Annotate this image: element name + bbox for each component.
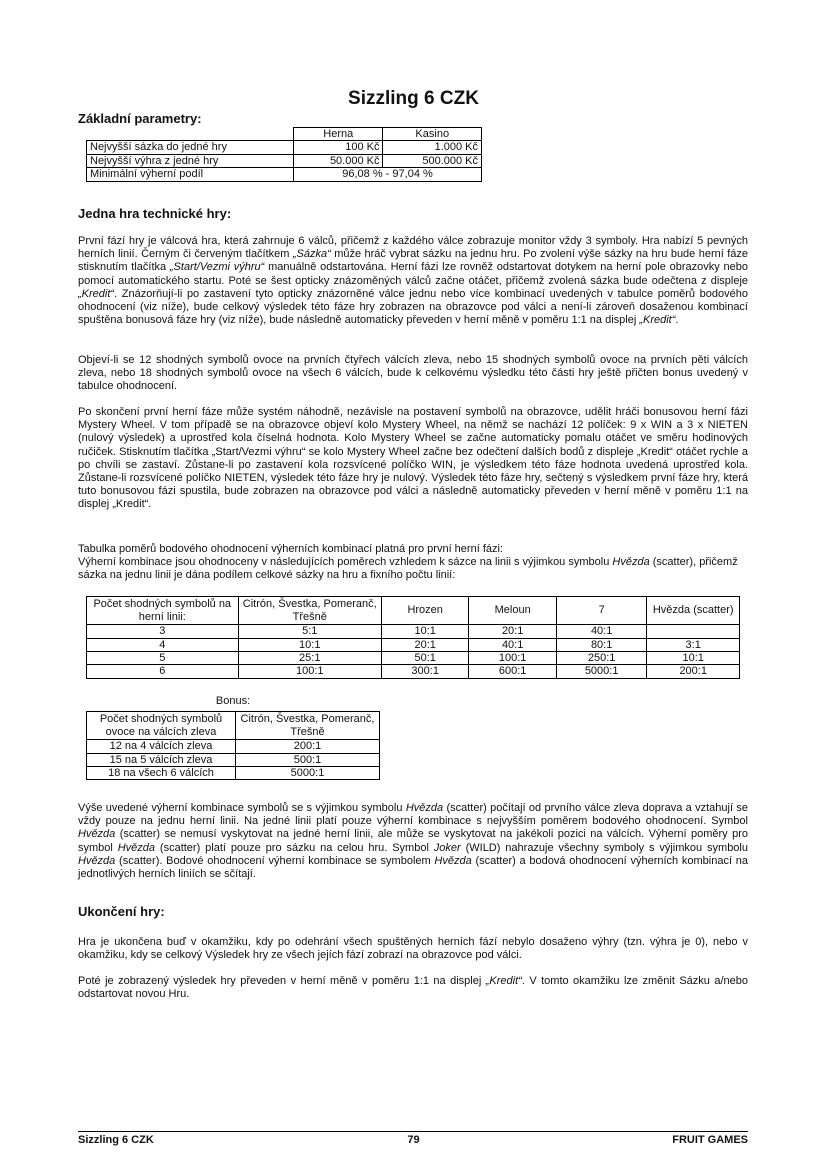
payout-row (87, 625, 740, 638)
page-title-text: Sizzling 6 CZK (348, 88, 479, 109)
bonus-header-cell: Počet shodných symbolů ovoce na válcích zleva (87, 712, 236, 740)
payout-header-row (87, 597, 740, 625)
payout-cell (647, 625, 740, 638)
params-row-herna: 50.000 Kč (294, 154, 383, 167)
page-title (0, 88, 827, 110)
params-table (86, 127, 482, 182)
emphasis-text: „Kredit“ (78, 287, 115, 300)
text-run: (scatter) počítají od prvního válce zleva doprava a vztahují se vždy pouze na jednu herní linii. Na jedné linii platí pouze výherní kombinace s nejvyšším poměrem bodového ohodnocení. Symbol (78, 802, 748, 828)
bonus-table (86, 711, 380, 780)
payout-cell: 3:1 (647, 638, 740, 651)
text-run: (scatter), přičemž sázka na jednu linii je dána podílem celkové sázky na hru a fixního počtu linií: (78, 556, 738, 582)
payout-header-cell: Hrozen (381, 597, 468, 625)
payout-row (87, 638, 740, 651)
text-run: (scatter) a bodová ohodnocení výherních kombinací na jednotlivých herních liniích se sčítají. (78, 854, 748, 881)
paragraph-bonus-fruit: Objeví-li se 12 shodných symbolů ovoce na prvních čtyřech válcích zleva, nebo 15 shodných symbolů ovoce na prvních pěti válcích zleva, nebo 18 shodných symbolů ovoce na všech 6 válcích, bude k celkovému výsledku této části hry ještě přičten bonus uvedený v tabulce ohodnocení. (78, 354, 748, 393)
bonus-row (87, 740, 380, 753)
params-row-combined: 96,08 % - 97,04 % (294, 168, 482, 181)
emphasis-text: „Sázka“ (292, 248, 331, 261)
bonus-cell: 200:1 (236, 740, 380, 753)
emphasis-text: „Kredit“ (639, 314, 676, 327)
payout-cell: 10:1 (647, 652, 740, 665)
paragraph-combination-rules (78, 802, 748, 881)
payout-header-cell: Citrón, Švestka, Pomeranč, Třešně (238, 597, 381, 625)
payout-header-cell: Hvězda (scatter) (647, 597, 740, 625)
payout-cell: 300:1 (381, 665, 468, 678)
emphasis-text: Hvězda (78, 854, 116, 867)
params-row-kasino: 500.000 Kč (383, 154, 482, 167)
payout-cell: 600:1 (469, 665, 556, 678)
payout-cell: 100:1 (469, 652, 556, 665)
bonus-cell: 18 na všech 6 válcích (87, 767, 236, 780)
payout-header-cell: 7 (556, 597, 647, 625)
emphasis-text: Hvězda (405, 802, 444, 814)
paragraph-table-intro-line: Tabulka poměrů bodového ohodnocení výherních kombinací platná pro první herní fázi: (78, 543, 503, 555)
params-col-herna: Herna (294, 128, 383, 141)
paragraph-game-end: Hra je ukončena buď v okamžiku, kdy po odehrání všech spuštěných herních fází nebylo dosaženo výhry (tzn. výhra je 0), nebo v okamžiku, kdy se celkový Výsledek hry ze všech jejích fází zobrazí na obrazovce pod válci. (78, 936, 748, 962)
payout-header-cell: Počet shodných symbolů na herní linii: (87, 597, 239, 625)
emphasis-text: „Kredit“ (485, 975, 522, 987)
params-header-blank (87, 128, 294, 141)
payout-cell: 10:1 (238, 638, 381, 651)
payout-cell: 5000:1 (556, 665, 647, 678)
emphasis-text: „Start/Vezmi výhru“ (169, 261, 265, 274)
bonus-row (87, 753, 380, 766)
emphasis-text: Hvězda (78, 828, 116, 841)
text-run: . Znázorňují-li po zastavení tyto opticky znázorněné válce jednu nebo více kombinací uvedených v tabulce poměrů bodového ohodnocení (viz níže), bude celkový výsledek této fáze hry zobrazen na obrazovce pod válci a není-li zároveň dosaženou kombinací spuštěna bonusová fáze hry (viz níže), bude následně automaticky převeden v herní měně v poměru 1:1 na displej (78, 287, 748, 327)
text-run: může hráč vybrat sázku na jednu hru. Po zvolení výše sázky na hru bude herní fáze stisknutím tlačítka (78, 248, 748, 274)
bonus-row (87, 767, 380, 780)
bonus-cell: 500:1 (236, 753, 380, 766)
params-row (87, 168, 482, 181)
text-run: (scatter) platí pouze pro sázku na celou hru. Symbol (155, 841, 434, 854)
text-run: Výše uvedené výherní kombinace symbolů se s výjimkou symbolu (78, 802, 406, 814)
payout-cell: 40:1 (469, 638, 556, 651)
bonus-cell: 12 na 4 válcích zleva (87, 740, 236, 753)
payout-row (87, 652, 740, 665)
emphasis-text: Hvězda (612, 556, 650, 568)
params-col-kasino: Kasino (383, 128, 482, 141)
params-row-label: Minimální výherní podíl (87, 168, 294, 181)
bonus-cell: 15 na 5 válcích zleva (87, 753, 236, 766)
params-header-row (87, 128, 482, 141)
paragraph-mystery-wheel: Po skončení první herní fáze může systém náhodně, nezávisle na postavení symbolů na obrazovce, udělit hráči bonusovou herní fázi Mystery Wheel. V tom případě se na obrazovce objeví kolo Mystery Wheel, na němž se nachází 12 políček: 9 x WIN a 3 x NIETEN (nulový výsledek) a uprostřed kola číselná hodnota. Kolo Mystery Wheel se začne automaticky pomalu otáčet ve směru hodinových ručiček. Stisknutím tlačítka „Start/Vezmi výhru“ se kolo Mystery Wheel začne bez odečtení dalších bodů z displeje „Kredit“ otáčet rychle a po chvíli se zastaví. Zůstane-li po zastavení kola rozsvícené políčko WIN, je výsledkem této fáze hodnota uvedená uprostřed kola. Zůstane-li rozsvícené políčko NIETEN, výsledek této fáze hry je nulový. Výsledek této fáze hry, sečtený s výsledkem první fáze hry, která tuto bonusovou fázi spustila, bude zobrazen na obrazovce pod válci a následně automaticky převeden v herní měně v poměru 1:1 na displej „Kredit“. (78, 406, 748, 511)
payout-cell: 250:1 (556, 652, 647, 665)
section-heading-game: Jedna hra technické hry: (78, 206, 232, 221)
params-row (87, 141, 482, 154)
payout-cell: 6 (87, 665, 239, 678)
text-run: První fází hry je válcová hra, která zahrnuje 6 válců, přičemž z každého válce zobrazuje monitor vždy 3 symboly. Hra nabízí 5 pevných herních linií. Černým či červeným tlačítkem (78, 235, 748, 261)
payout-cell: 4 (87, 638, 239, 651)
text-run: manuálně odstartována. Herní fázi lze rovněž odstartovat dotykem na herní pole obrazovky nebo pomocí automatického startu. Poté se šest opticky znázoměných válců začne otáčet, přičemž zvolená sázka bude odečtena z displeje (78, 261, 748, 287)
params-row-kasino: 1.000 Kč (383, 141, 482, 154)
text-run: (WILD) nahrazuje všechny symboly s výjimkou symbolu (460, 841, 748, 854)
payout-cell: 20:1 (381, 638, 468, 651)
paragraph-table-intro (78, 556, 748, 582)
text-run: (scatter). Bodové ohodnocení výherní kombinace se symbolem (115, 854, 435, 867)
emphasis-text: Hvězda (117, 841, 156, 854)
text-run: (scatter) se nemusí vyskytovat na jedné herní linii, ale může se vyskytovat na jakékoli pozici na válcích. Výherní poměry pro symbol (78, 828, 748, 854)
params-row-label: Nejvyšší sázka do jedné hry (87, 141, 294, 154)
payout-cell: 25:1 (238, 652, 381, 665)
params-row-herna: 100 Kč (294, 141, 383, 154)
params-row (87, 154, 482, 167)
text-run: Výherní kombinace jsou ohodnoceny v následujících poměrech vzhledem k sázce na linii s výjimkou symbolu (78, 556, 613, 568)
payout-header-cell: Meloun (469, 597, 556, 625)
footer-page-number: 79 (407, 1134, 420, 1146)
bonus-caption: Bonus: (215, 695, 251, 707)
payout-cell: 5 (87, 652, 239, 665)
payout-cell: 10:1 (381, 625, 468, 638)
bonus-cell: 5000:1 (236, 767, 380, 780)
payout-cell: 200:1 (647, 665, 740, 678)
text-run: . (675, 314, 679, 327)
footer-divider (78, 1131, 748, 1132)
section-heading-game-end: Ukončení hry: (78, 904, 165, 919)
text-run: Poté je zobrazený výsledek hry převeden v herní měně v poměru 1:1 na displej (78, 975, 486, 987)
payout-cell: 5:1 (238, 625, 381, 638)
params-heading: Základní parametry: (78, 111, 202, 126)
payout-cell: 80:1 (556, 638, 647, 651)
payout-cell: 3 (87, 625, 239, 638)
params-row-label: Nejvyšší výhra z jedné hry (87, 154, 294, 167)
footer-left: Sizzling 6 CZK (78, 1134, 154, 1146)
payout-cell: 40:1 (556, 625, 647, 638)
emphasis-text: Hvězda (434, 854, 472, 867)
payout-row (87, 665, 740, 678)
bonus-header-cell: Citrón, Švestka, Pomeranč, Třešně (236, 712, 380, 740)
paragraph-credit-transfer (78, 975, 748, 1001)
payout-table (86, 596, 740, 679)
paragraph-game-intro (78, 235, 748, 327)
payout-cell: 100:1 (238, 665, 381, 678)
footer-right: FRUIT GAMES (672, 1134, 748, 1146)
text-run: . V tomto okamžiku lze změnit Sázku a/nebo odstartovat novou Hru. (78, 975, 748, 1001)
bonus-header-row (87, 712, 380, 740)
emphasis-text: Joker (433, 841, 461, 854)
payout-cell: 20:1 (469, 625, 556, 638)
payout-cell: 50:1 (381, 652, 468, 665)
